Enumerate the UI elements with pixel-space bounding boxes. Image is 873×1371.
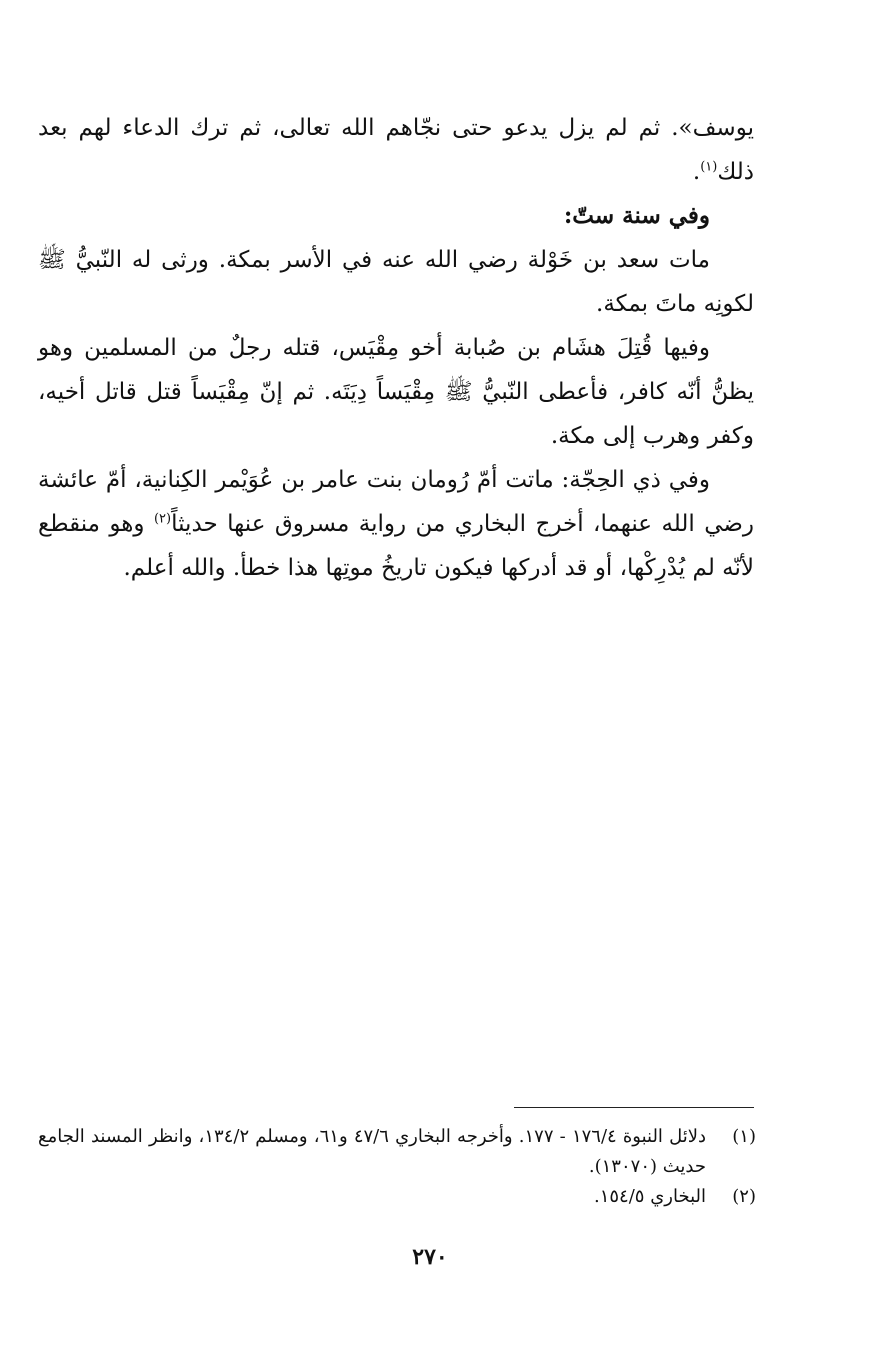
page-number: ٢٧٠ bbox=[412, 1244, 448, 1270]
main-text bbox=[38, 106, 754, 590]
footnote-text: البخاري ١٥٤/٥. bbox=[593, 1186, 706, 1207]
paragraph-2: مات سعد بن خَوْلة رضي الله عنه في الأسر بمكة. ورثى له النّبيُّ ﷺ لكونِه ماتَ بمكة. bbox=[38, 247, 754, 317]
footnotes bbox=[38, 1122, 756, 1212]
paragraph-1: يوسف». ثم لم يزل يدعو حتى نجّاهم الله تعالى، ثم ترك الدعاء لهم بعد ذلك$^{(١)}$. bbox=[38, 115, 754, 185]
section-heading: وفي سنة ستّ: bbox=[563, 202, 710, 229]
footnote-ref-1[interactable]: (١) bbox=[700, 159, 718, 175]
footnote-ref-2[interactable]: (٢) bbox=[153, 511, 172, 527]
footnote-number: (١) bbox=[732, 1126, 756, 1147]
footnote-text: دلائل النبوة ١٧٦/٤ - ١٧٧. وأخرجه البخاري ٤٧/٦ و٦١، ومسلم ١٣٤/٢، وانظر المسند الجامع حديث (١٣٠٧٠). bbox=[38, 1126, 707, 1177]
paragraph-4: وفي ذي الحِجّة: ماتت أمّ رُومان بنت عامر بن عُوَيْمر الكِنانية، أمّ عائشة رضي الله عنهما، أخرج البخاري من رواية مسروق عنها حديثاً$^{(٢)}$ وهو منقطع لأنّه لم يُدْرِكْها، أو قد أدركها فيكون تاريخُ موتِها هذا خطأ. والله أعلم. bbox=[38, 467, 755, 581]
footnote-1 bbox=[38, 1122, 756, 1182]
paragraph-3: وفيها قُتِلَ هشَام بن صُبابة أخو مِقْيَس، قتله رجلٌ من المسلمين وهو يظنُّ أنّه كافر، فأعطى النّبيُّ ﷺ مِقْيَساً دِيَتَه. ثم إنّ مِقْيَساً قتل قاتل أخيه، وكفر وهرب إلى مكة. bbox=[38, 335, 754, 449]
footnote-divider bbox=[514, 1107, 754, 1108]
footnote-number: (٢) bbox=[732, 1186, 756, 1207]
footnote-2 bbox=[38, 1182, 756, 1212]
